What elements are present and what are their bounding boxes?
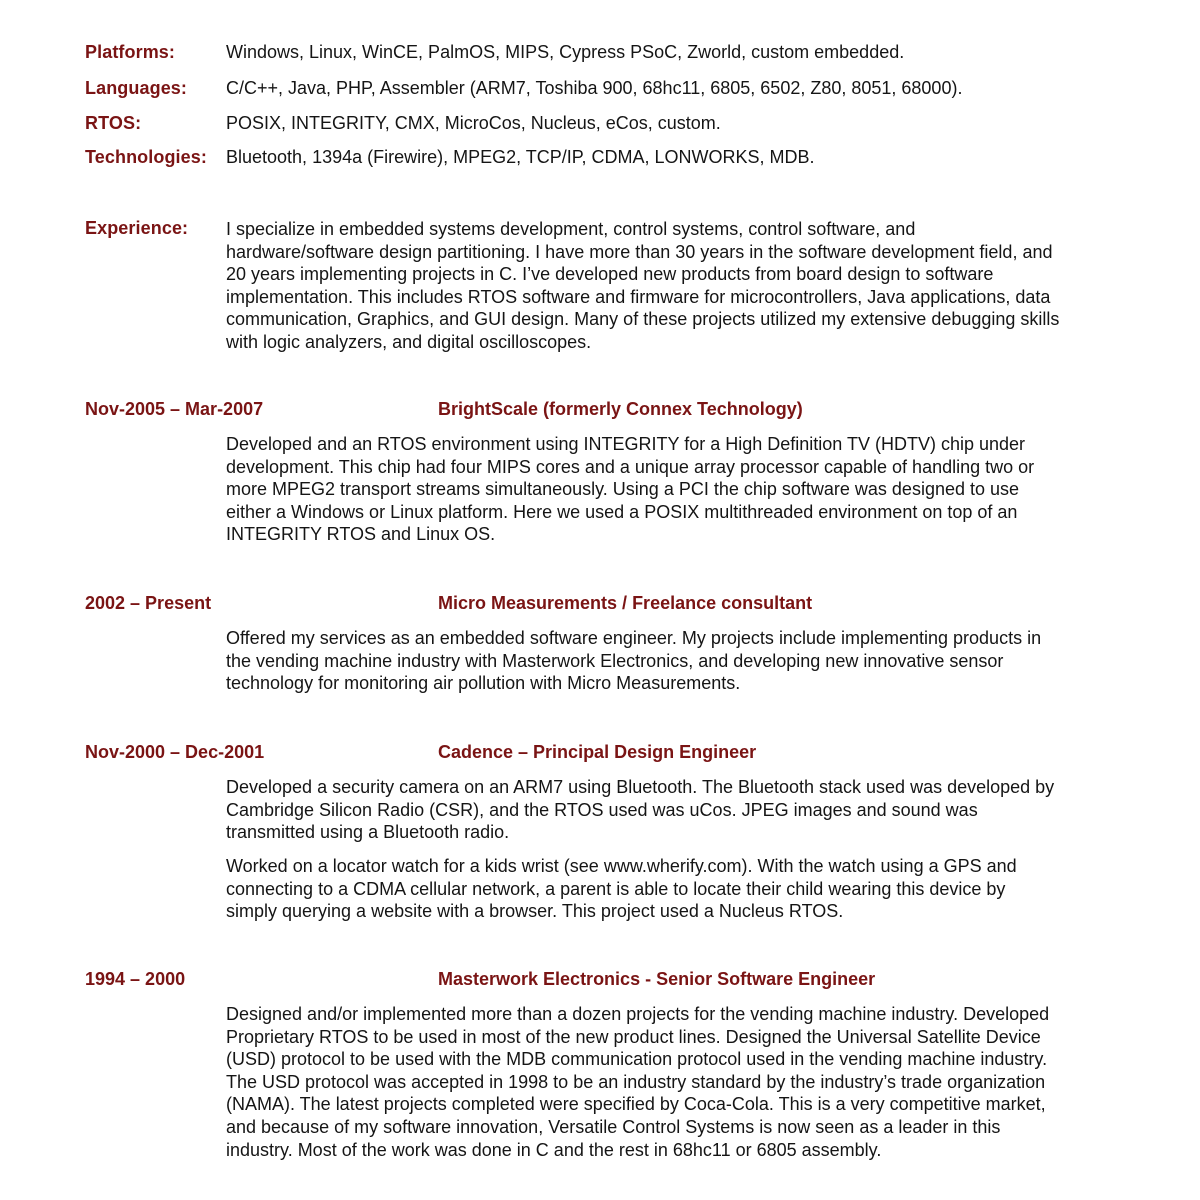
job-dates: 2002 – Present [85, 593, 212, 613]
text-line: the vending machine industry with Masterwork Electronics, and developing new innovative sensor [226, 650, 1004, 671]
text-line: more MPEG2 transport streams simultaneously. Using a PCI the chip software was designed to use [226, 479, 1020, 500]
job-description [226, 855, 1156, 923]
text-line: transmitted using a Bluetooth radio. [226, 822, 510, 843]
text-line: either a Windows or Linux platform. Here we used a POSIX multithreaded environment on top of an [226, 501, 1018, 522]
text-line: with logic analyzers, and digital oscilloscopes. [226, 331, 592, 352]
job-title: Masterwork Electronics - Senior Software Engineer [438, 969, 876, 989]
job-title: Micro Measurements / Freelance consultant [438, 593, 813, 613]
text-line: (USD) protocol to be used with the MDB communication protocol used in the vending machine industry. [226, 1049, 1048, 1070]
text-line: 20 years implementing projects in C. I’ve developed new products from board design to software [226, 264, 994, 285]
skill-value-technologies: Bluetooth, 1394a (Firewire), MPEG2, TCP/IP, CDMA, LONWORKS, MDB. [226, 147, 815, 167]
text-line: technology for monitoring air pollution with Micro Measurements. [226, 673, 741, 694]
text-line: communication, Graphics, and GUI design. Many of these projects utilized my extensive debugging skills [226, 309, 1060, 330]
job-description [226, 433, 1156, 546]
job-description [226, 1003, 1156, 1161]
skill-label-languages: Languages: [85, 78, 188, 98]
experience-label: Experience: [85, 218, 189, 238]
skill-value-rtos: POSIX, INTEGRITY, CMX, MicroCos, Nucleus, eCos, custom. [226, 113, 721, 133]
skill-label-technologies: Technologies: [85, 147, 207, 167]
text-line: Designed and/or implemented more than a dozen projects for the vending machine industry. Developed [226, 1004, 1050, 1024]
text-line: and because of my software innovation, Versatile Control Systems is now seen as a leader in this [226, 1116, 1001, 1137]
skill-label-platforms: Platforms: [85, 42, 176, 62]
text-line: Offered my services as an embedded software engineer. My projects include implementing products in [226, 628, 1042, 648]
text-line: simply querying a website with a browser. This project used a Nucleus RTOS. [226, 901, 844, 922]
job-description [226, 776, 1156, 844]
text-line: Cambridge Silicon Radio (CSR), and the RTOS used was uCos. JPEG images and sound was [226, 799, 978, 820]
text-line: development. This chip had four MIPS cores and a unique array processor capable of handling two or [226, 456, 1035, 477]
job-dates: Nov-2005 – Mar-2007 [85, 399, 264, 419]
job-title: Cadence – Principal Design Engineer [438, 742, 757, 762]
job-title: BrightScale (formerly Connex Technology) [438, 399, 803, 419]
skill-value-languages: C/C++, Java, PHP, Assembler (ARM7, Toshiba 900, 68hc11, 6805, 6502, Z80, 8051, 68000). [226, 78, 963, 98]
text-line: Developed and an RTOS environment using INTEGRITY for a High Definition TV (HDTV) chip under [226, 434, 1026, 454]
text-line: The USD protocol was accepted in 1998 to be an industry standard by the industry’s trade organization [226, 1071, 1046, 1092]
text-line: implementation. This includes RTOS software and firmware for microcontrollers, Java applications, data [226, 286, 1051, 307]
job-description [226, 627, 1156, 695]
skill-value-platforms: Windows, Linux, WinCE, PalmOS, MIPS, Cypress PSoC, Zworld, custom embedded. [226, 42, 905, 62]
job-dates: Nov-2000 – Dec-2001 [85, 742, 265, 762]
skill-label-rtos: RTOS: [85, 113, 142, 133]
text-line: INTEGRITY RTOS and Linux OS. [226, 524, 496, 545]
text-line: hardware/software design partitioning. I have more than 30 years in the software development field, and [226, 241, 1053, 262]
experience-summary [226, 218, 1156, 354]
text-line: connecting to a CDMA cellular network, a parent is able to locate their child wearing this device by [226, 878, 1006, 899]
job-dates: 1994 – 2000 [85, 969, 186, 989]
text-line: (NAMA). The latest projects completed were specified by Coca-Cola. This is a very competitive market, [226, 1094, 1046, 1115]
text-line: Developed a security camera on an ARM7 using Bluetooth. The Bluetooth stack used was developed by [226, 777, 1055, 797]
text-line: industry. Most of the work was done in C and the rest in 68hc11 or 6805 assembly. [226, 1139, 882, 1160]
text-line: I specialize in embedded systems development, control systems, control software, and [226, 219, 916, 239]
text-line: Worked on a locator watch for a kids wrist (see www.wherify.com). With the watch using a GPS and [226, 856, 1017, 876]
text-line: Proprietary RTOS to be used in most of the new product lines. Designed the Universal Satellite Device [226, 1026, 1041, 1047]
